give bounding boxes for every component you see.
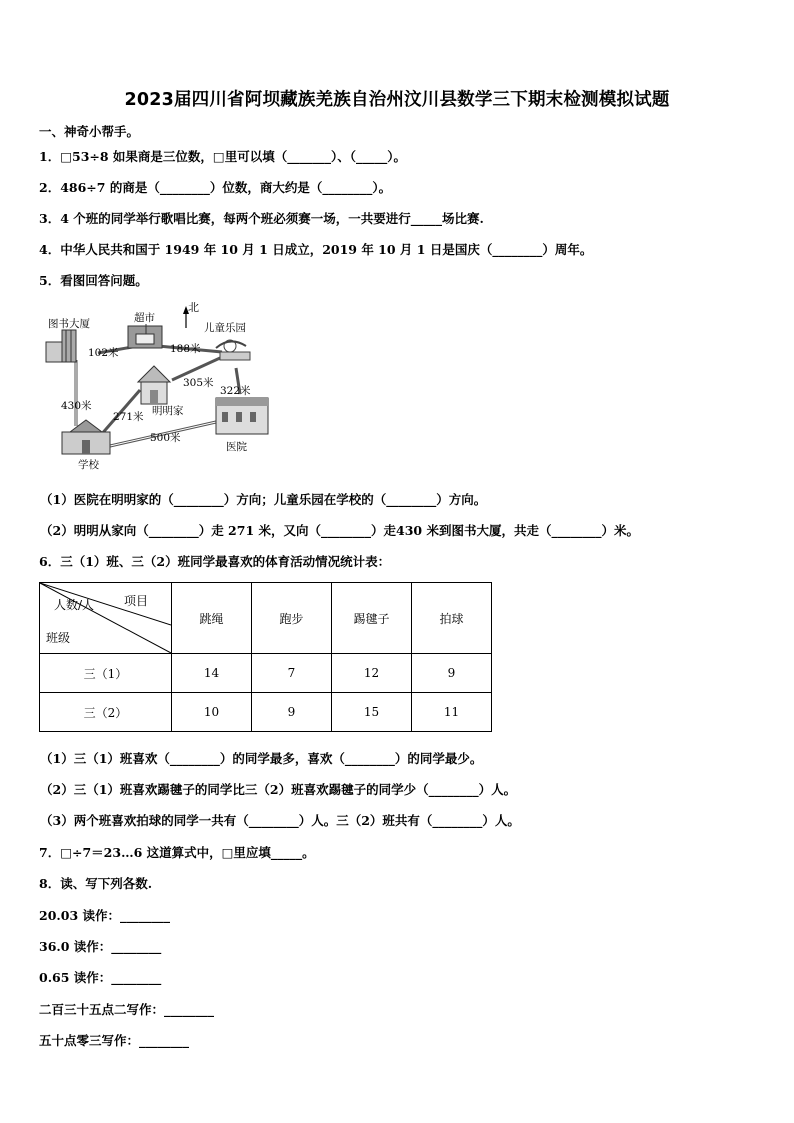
question-5: 5．看图回答问题。 [39, 273, 148, 288]
question-8-5: 五十点零三写作：________ [39, 1033, 190, 1048]
table-cell: 11 [412, 693, 492, 732]
playground-label: 儿童乐园 [204, 322, 246, 334]
question-6-1: （1）三（1）班喜欢（________）的同学最多，喜欢（________）的同学最少。 [40, 751, 483, 766]
supermarket-label: 超市 [134, 312, 155, 324]
hospital-label: 医院 [226, 441, 247, 453]
row-label: 三（1） [40, 654, 172, 693]
school-label: 学校 [78, 459, 99, 471]
question-8-2: 36.0 读作：________ [39, 939, 162, 954]
table-row [40, 654, 492, 693]
column-header: 跳绳 [172, 583, 252, 654]
header-count-label: 人数/人 [54, 598, 95, 612]
supermarket-icon [128, 324, 162, 348]
hospital-icon [216, 398, 268, 434]
page-title: 2023届四川省阿坝藏族羌族自治州汶川县数学三下期末检测模拟试题 [124, 90, 670, 110]
north-label: 北 [188, 301, 199, 314]
header-class-label: 班级 [46, 631, 71, 645]
column-header: 拍球 [412, 583, 492, 654]
row-label: 三（2） [40, 693, 172, 732]
distance-home-play: 305米 [183, 377, 214, 389]
distance-school-hosp: 500米 [150, 432, 181, 444]
distance-school-home: 271米 [113, 411, 144, 423]
section-heading: 一、神奇小帮手。 [39, 124, 140, 139]
playground-icon [216, 340, 250, 360]
table-header-row [40, 583, 492, 654]
question-8: 8．读、写下列各数. [39, 876, 153, 891]
column-header: 踢毽子 [332, 583, 412, 654]
question-8-4: 二百三十五点二写作：________ [39, 1002, 215, 1017]
map-figure [40, 298, 280, 473]
home-icon [138, 366, 170, 404]
question-4: 4．中华人民共和国于 1949 年 10 月 1 日成立，2019 年 10 月 1 日是国庆（________）周年。 [39, 242, 593, 257]
question-6-2: （2）三（1）班喜欢踢毽子的同学比三（2）班喜欢踢毽子的同学少（________）人。 [40, 782, 517, 797]
table-cell: 15 [332, 693, 412, 732]
table-cell: 14 [172, 654, 252, 693]
table-cell: 10 [172, 693, 252, 732]
question-8-3: 0.65 读作：________ [39, 970, 162, 985]
library-label: 图书大厦 [48, 318, 90, 330]
library-icon [46, 330, 76, 362]
stats-table [39, 582, 492, 732]
question-7: 7．□÷7＝23…6 这道算式中，□里应填_____。 [39, 845, 315, 860]
question-5-1: （1）医院在明明家的（________）方向；儿童乐园在学校的（________）方向。 [40, 492, 487, 507]
question-6-3: （3）两个班喜欢拍球的同学一共有（________）人。三（2）班共有（________）人。 [40, 813, 520, 828]
question-6: 6．三（1）班、三（2）班同学最喜欢的体育活动情况统计表： [39, 554, 391, 569]
distance-market-play: 188米 [170, 343, 201, 355]
question-5-2: （2）明明从家向（________）走 271 米，又向（________）走430 米到图书大厦，共走（________）米。 [40, 523, 639, 538]
distance-lib-school: 430米 [61, 400, 92, 412]
table-row [40, 693, 492, 732]
table-cell: 9 [412, 654, 492, 693]
question-3: 3．4 个班的同学举行歌唱比赛，每两个班必须赛一场，一共要进行_____场比赛. [39, 211, 484, 226]
header-item-label: 项目 [124, 594, 149, 608]
table-cell: 9 [252, 693, 332, 732]
distance-play-hosp: 322米 [220, 385, 251, 397]
column-header: 跑步 [252, 583, 332, 654]
question-1: 1．□53÷8 如果商是三位数，□里可以填（_______）、（_____）。 [39, 149, 406, 164]
distance-lib-market: 102米 [88, 347, 119, 359]
school-icon [62, 420, 110, 454]
table-cell: 12 [332, 654, 412, 693]
header-diagonal-cell [40, 583, 172, 654]
home-label: 明明家 [152, 405, 184, 417]
question-2: 2．486÷7 的商是（________）位数，商大约是（________）。 [39, 180, 392, 195]
table-cell: 7 [252, 654, 332, 693]
question-8-1: 20.03 读作：________ [39, 908, 170, 923]
